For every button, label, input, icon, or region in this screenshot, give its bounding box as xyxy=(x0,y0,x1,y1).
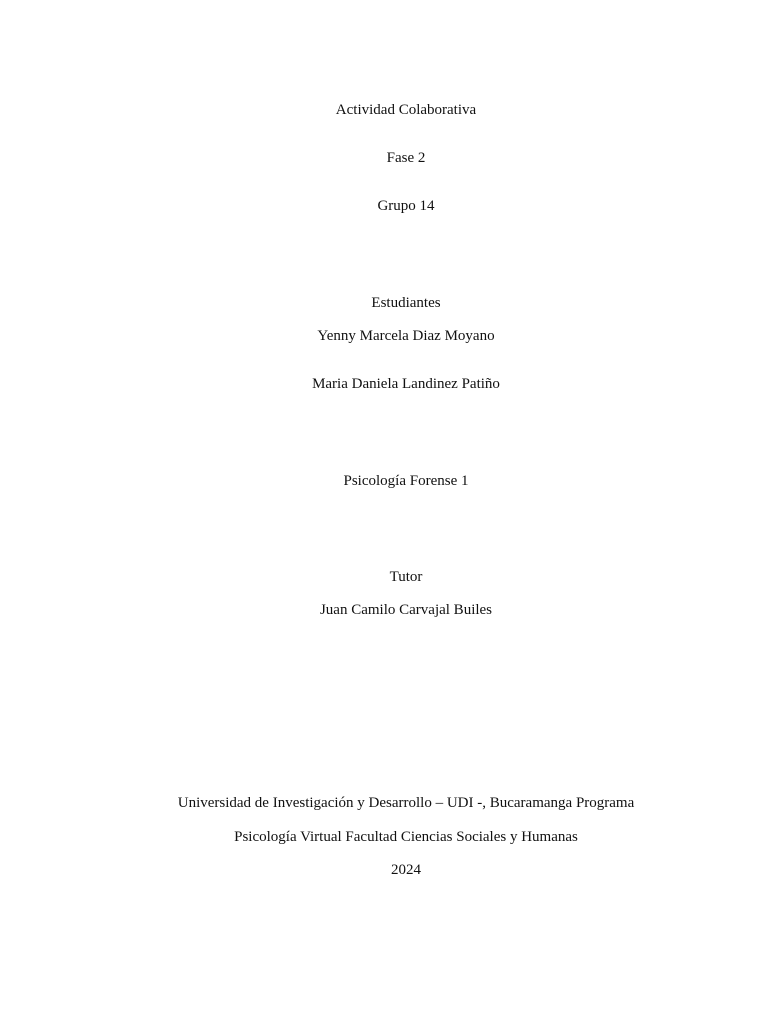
program-faculty-line: Psicología Virtual Facultad Ciencias Sociales y Humanas xyxy=(234,829,578,845)
course-name: Psicología Forense 1 xyxy=(343,473,469,489)
student-name: Yenny Marcela Diaz Moyano xyxy=(317,328,495,344)
tutor-heading: Tutor xyxy=(389,569,423,585)
phase-label: Fase 2 xyxy=(386,150,426,166)
institution-line: Universidad de Investigación y Desarrollo – UDI -, Bucaramanga Programa xyxy=(177,795,635,811)
group-label: Grupo 14 xyxy=(377,198,435,214)
student-name: Maria Daniela Landinez Patiño xyxy=(312,376,500,392)
year: 2024 xyxy=(391,862,421,878)
tutor-name: Juan Camilo Carvajal Builes xyxy=(319,602,493,618)
document-title: Actividad Colaborativa xyxy=(335,102,477,118)
students-heading: Estudiantes xyxy=(371,295,441,311)
